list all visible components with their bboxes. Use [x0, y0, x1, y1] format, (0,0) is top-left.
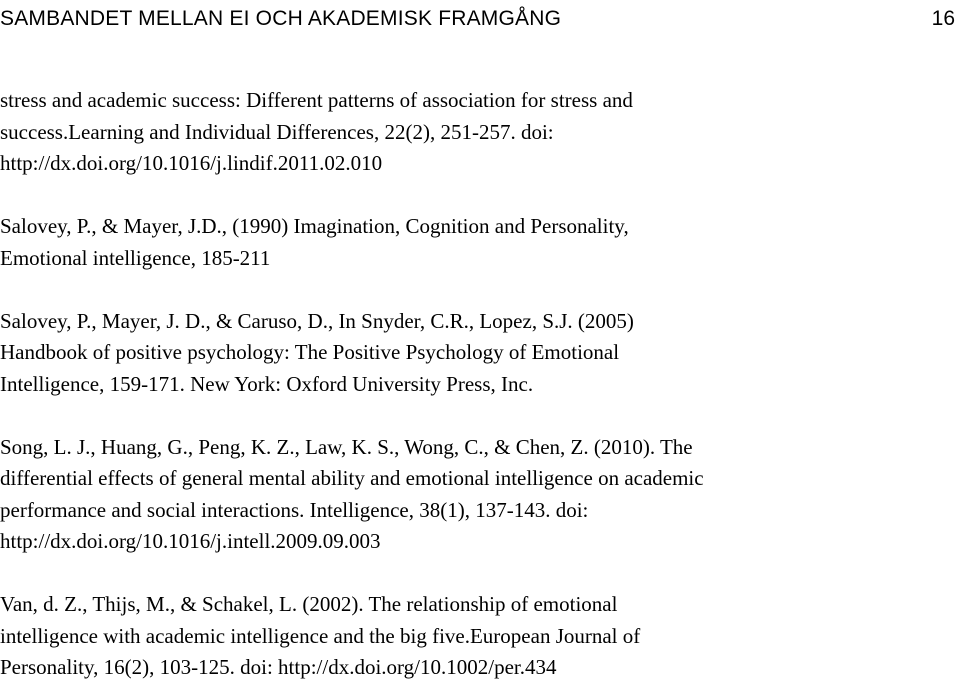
reference-entry-salovey-1990	[0, 211, 955, 274]
reference-line: performance and social interactions. Intelligence, 38(1), 137-143. doi:	[0, 497, 589, 522]
reference-line: http://dx.doi.org/10.1016/j.lindif.2011.02.010	[0, 151, 383, 175]
reference-line: Song, L. J., Huang, G., Peng, K. Z., Law, K. S., Wong, C., & Chen, Z. (2010). The	[0, 434, 693, 459]
reference-line: intelligence with academic intelligence and the big five.European Journal of	[0, 623, 641, 648]
reference-line: Intelligence, 159-171. New York: Oxford University Press, Inc.	[0, 371, 534, 396]
reference-line: Salovey, P., Mayer, J. D., & Caruso, D., In Snyder, C.R., Lopez, S.J. (2005)	[0, 308, 634, 333]
reference-line: success.Learning and Individual Differences, 22(2), 251-257. doi:	[0, 119, 554, 144]
reference-line: Van, d. Z., Thijs, M., & Schakel, L. (2002). The relationship of emotional	[0, 592, 618, 616]
reference-list	[0, 85, 955, 684]
reference-entry-salovey-2005	[0, 306, 955, 401]
reference-line: Emotional intelligence, 185-211	[0, 245, 271, 270]
page-header	[0, 4, 960, 34]
running-head: SAMBANDET MELLAN EI OCH AKADEMISK FRAMGÅNG	[0, 7, 562, 30]
page-number: 16	[931, 7, 955, 30]
reference-line: http://dx.doi.org/10.1016/j.intell.2009.09.003	[0, 529, 381, 553]
reference-entry-continued	[0, 85, 955, 180]
reference-line: Salovey, P., & Mayer, J.D., (1990) Imagination, Cognition and Personality,	[0, 214, 629, 238]
reference-entry-van-2002	[0, 589, 955, 684]
reference-line: Handbook of positive psychology: The Positive Psychology of Emotional	[0, 340, 620, 364]
reference-entry-song-2010	[0, 432, 955, 558]
reference-line: Personality, 16(2), 103-125. doi: http://dx.doi.org/10.1002/per.434	[0, 655, 557, 679]
reference-line: differential effects of general mental ability and emotional intelligence on academic	[0, 466, 704, 490]
reference-line: stress and academic success: Different patterns of association for stress and	[0, 88, 633, 112]
